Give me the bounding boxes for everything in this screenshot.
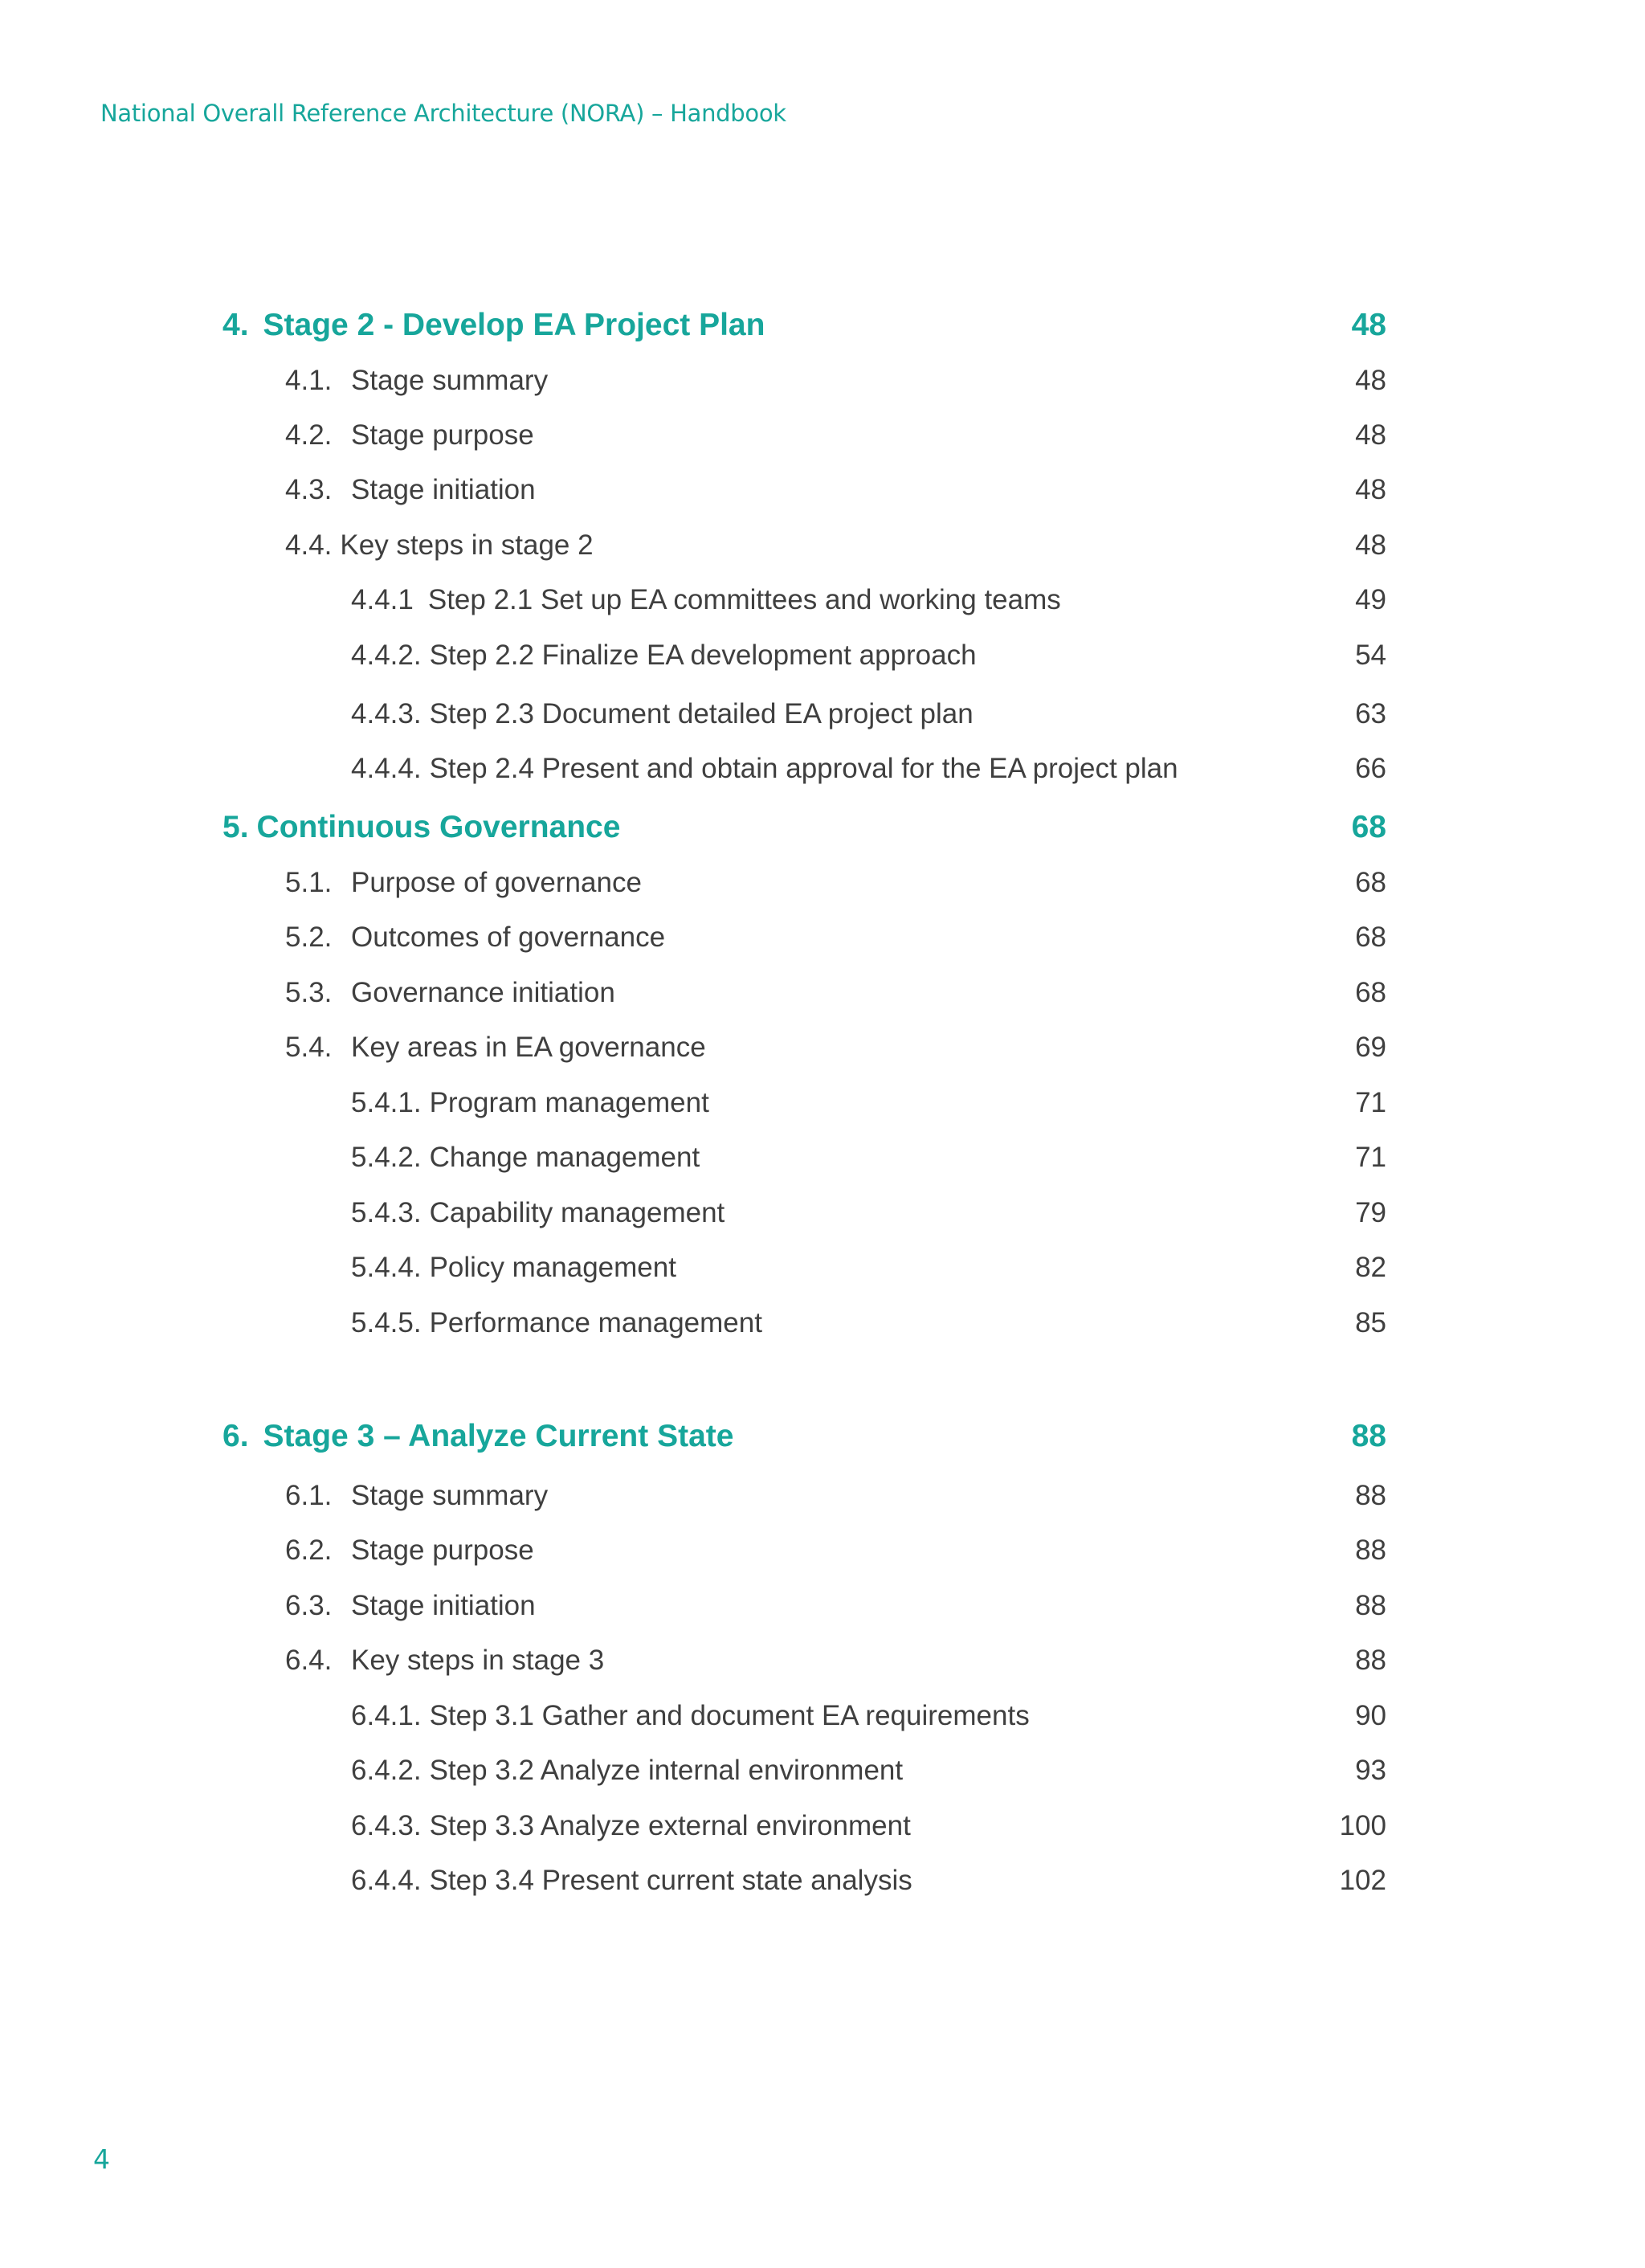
toc-entry-5-4-4[interactable]	[0, 1245, 1645, 1290]
toc-entry-5-4[interactable]	[0, 1025, 1645, 1070]
toc-chapter-6[interactable]	[0, 1414, 1645, 1459]
toc-entry-page: 93	[1355, 1755, 1386, 1786]
toc-entry-text	[285, 1638, 604, 1683]
toc-entry-page: 69	[1355, 1032, 1386, 1063]
toc-entry-text	[351, 1191, 725, 1236]
toc-entry-title: Stage purpose	[351, 419, 534, 451]
toc-entry-text	[285, 860, 642, 905]
toc-entry-number: 6.4.3.	[351, 1810, 422, 1841]
toc-entry-number: 4.4.1	[351, 584, 414, 615]
toc-entry-text	[351, 692, 974, 737]
toc-entry-number: 5.4.4.	[351, 1252, 422, 1283]
toc-entry-text	[285, 1025, 706, 1070]
toc-entry-text	[285, 413, 534, 458]
toc-entry-title: Stage purpose	[351, 1534, 534, 1566]
toc-entry-number: 6.1.	[285, 1480, 333, 1511]
toc-entry-number: 5.4.	[285, 1032, 333, 1063]
toc-entry-title: Governance initiation	[351, 977, 615, 1008]
toc-entry-text	[285, 523, 594, 568]
toc-entry-number: 5.2.	[285, 922, 333, 953]
toc-entry-page: 63	[1355, 698, 1386, 729]
toc-entry-page: 48	[1355, 529, 1386, 561]
toc-entry-text	[285, 468, 536, 513]
toc-entry-text	[351, 1748, 903, 1793]
toc-entry-title: Continuous Governance	[256, 810, 621, 844]
toc-entry-title: Stage initiation	[351, 1590, 536, 1621]
toc-entry-page: 48	[1355, 365, 1386, 396]
toc-entry-title: Stage 3 – Analyze Current State	[263, 1419, 734, 1453]
toc-entry-number: 4.4.	[285, 529, 333, 561]
toc-entry-title: Stage summary	[351, 365, 549, 396]
toc-entry-number: 4.1.	[285, 365, 333, 396]
toc-entry-page: 68	[1355, 977, 1386, 1008]
toc-entry-4-2[interactable]	[0, 413, 1645, 458]
toc-entry-4-4-2[interactable]	[0, 633, 1645, 678]
toc-entry-number: 6.	[222, 1419, 249, 1453]
toc-entry-page: 88	[1355, 1590, 1386, 1621]
toc-entry-text	[351, 578, 1061, 623]
toc-entry-number: 4.3.	[285, 474, 333, 505]
toc-entry-number: 5.4.1.	[351, 1087, 422, 1118]
toc-entry-page: 90	[1355, 1700, 1386, 1731]
toc-entry-page: 88	[1355, 1534, 1386, 1566]
toc-entry-number: 4.4.2.	[351, 640, 422, 671]
toc-entry-number: 6.4.	[285, 1645, 333, 1676]
toc-entry-number: 5.4.5.	[351, 1307, 422, 1338]
toc-entry-page: 88	[1355, 1645, 1386, 1676]
toc-entry-number: 4.2.	[285, 419, 333, 451]
toc-entry-text	[285, 915, 665, 960]
toc-entry-number: 6.4.1.	[351, 1700, 422, 1731]
toc-entry-5-1[interactable]	[0, 860, 1645, 905]
toc-entry-page: 88	[1351, 1419, 1386, 1453]
toc-entry-title: Step 3.3 Analyze external environment	[429, 1810, 911, 1841]
toc-entry-number: 4.4.4.	[351, 753, 422, 784]
toc-entry-text	[351, 746, 1178, 791]
toc-entry-number: 5.	[222, 810, 249, 844]
toc-entry-text	[351, 633, 977, 678]
toc-chapter-4[interactable]	[0, 303, 1645, 348]
toc-entry-text	[351, 1804, 911, 1849]
toc-entry-text	[285, 1528, 534, 1573]
toc-entry-6-1[interactable]	[0, 1473, 1645, 1518]
toc-entry-number: 4.	[222, 308, 249, 342]
toc-entry-4-4-3[interactable]	[0, 692, 1645, 737]
toc-entry-4-3[interactable]	[0, 468, 1645, 513]
toc-entry-text	[222, 303, 765, 348]
toc-entry-5-4-3[interactable]	[0, 1191, 1645, 1236]
toc-entry-title: Key steps in stage 2	[340, 529, 594, 561]
toc-entry-page: 48	[1355, 474, 1386, 505]
toc-entry-4-1[interactable]	[0, 358, 1645, 403]
toc-entry-page: 48	[1351, 308, 1386, 342]
toc-entry-4-4[interactable]	[0, 523, 1645, 568]
toc-entry-5-4-2[interactable]	[0, 1135, 1645, 1180]
toc-entry-title: Step 2.1 Set up EA committees and working teams	[427, 584, 1061, 615]
toc-entry-number: 6.4.4.	[351, 1865, 422, 1896]
toc-entry-6-2[interactable]	[0, 1528, 1645, 1573]
toc-entry-text	[222, 1414, 733, 1459]
toc-entry-page: 88	[1355, 1480, 1386, 1511]
toc-entry-6-4-2[interactable]	[0, 1748, 1645, 1793]
toc-entry-text	[351, 1694, 1030, 1739]
toc-entry-title: Policy management	[429, 1252, 676, 1283]
toc-entry-text	[351, 1301, 762, 1346]
toc-entry-text	[285, 1584, 536, 1628]
toc-entry-title: Step 3.1 Gather and document EA requirements	[429, 1700, 1030, 1731]
toc-entry-text	[285, 358, 548, 403]
toc-entry-number: 5.4.2.	[351, 1142, 422, 1173]
toc-entry-title: Outcomes of governance	[351, 922, 666, 953]
toc-entry-text	[351, 1245, 676, 1290]
toc-entry-6-4[interactable]	[0, 1638, 1645, 1683]
toc-entry-title: Change management	[429, 1142, 700, 1173]
toc-entry-6-4-1[interactable]	[0, 1694, 1645, 1739]
toc-entry-page: 71	[1355, 1087, 1386, 1118]
page-number: 4	[93, 2143, 110, 2175]
toc-entry-text	[285, 971, 615, 1015]
toc-entry-number: 6.3.	[285, 1590, 333, 1621]
toc-entry-title: Step 2.2 Finalize EA development approach	[429, 640, 977, 671]
toc-entry-number: 5.4.3.	[351, 1197, 422, 1228]
toc-entry-5-4-1[interactable]	[0, 1081, 1645, 1126]
toc-entry-page: 68	[1351, 810, 1386, 844]
toc-entry-number: 6.4.2.	[351, 1755, 422, 1786]
toc-entry-page: 68	[1355, 922, 1386, 953]
running-header: National Overall Reference Architecture (NORA) – Handbook	[100, 100, 786, 127]
toc-entry-number: 5.3.	[285, 977, 333, 1008]
toc-entry-page: 79	[1355, 1197, 1386, 1228]
toc-entry-title: Performance management	[429, 1307, 762, 1338]
toc-entry-text	[285, 1473, 548, 1518]
toc-entry-title: Step 3.4 Present current state analysis	[429, 1865, 912, 1896]
toc-entry-page: 71	[1355, 1142, 1386, 1173]
toc-entry-title: Key steps in stage 3	[351, 1645, 605, 1676]
toc-entry-text	[351, 1135, 700, 1180]
toc-entry-4-4-4[interactable]	[0, 746, 1645, 791]
toc-entry-6-4-4[interactable]	[0, 1858, 1645, 1903]
toc-entry-page: 100	[1339, 1810, 1386, 1841]
toc-entry-title: Step 3.2 Analyze internal environment	[429, 1755, 904, 1786]
toc-entry-text	[222, 805, 620, 850]
toc-entry-page: 68	[1355, 867, 1386, 898]
toc-entry-number: 5.1.	[285, 867, 333, 898]
toc-entry-page: 48	[1355, 419, 1386, 451]
toc-entry-5-4-5[interactable]	[0, 1301, 1645, 1346]
toc-entry-page: 85	[1355, 1307, 1386, 1338]
toc-entry-5-3[interactable]	[0, 971, 1645, 1015]
toc-chapter-5[interactable]	[0, 805, 1645, 850]
toc-entry-page: 54	[1355, 640, 1386, 671]
toc-entry-title: Purpose of governance	[351, 867, 642, 898]
toc-entry-page: 82	[1355, 1252, 1386, 1283]
toc-entry-title: Stage 2 - Develop EA Project Plan	[263, 308, 765, 342]
toc-entry-title: Key areas in EA governance	[351, 1032, 706, 1063]
toc-entry-text	[351, 1858, 912, 1903]
toc-entry-page: 66	[1355, 753, 1386, 784]
toc-entry-page: 102	[1339, 1865, 1386, 1896]
toc-entry-6-4-3[interactable]	[0, 1804, 1645, 1849]
toc-entry-title: Program management	[429, 1087, 709, 1118]
toc-entry-title: Step 2.4 Present and obtain approval for the EA project plan	[429, 753, 1178, 784]
toc-entry-4-4-1[interactable]	[0, 578, 1645, 623]
toc-entry-title: Stage summary	[351, 1480, 549, 1511]
toc-entry-title: Capability management	[429, 1197, 725, 1228]
toc-entry-5-2[interactable]	[0, 915, 1645, 960]
toc-entry-title: Step 2.3 Document detailed EA project plan	[429, 698, 974, 729]
toc-entry-text	[351, 1081, 709, 1126]
toc-entry-page: 49	[1355, 584, 1386, 615]
toc-entry-number: 4.4.3.	[351, 698, 422, 729]
toc-entry-number: 6.2.	[285, 1534, 333, 1566]
toc-entry-title: Stage initiation	[351, 474, 536, 505]
toc-entry-6-3[interactable]	[0, 1584, 1645, 1628]
